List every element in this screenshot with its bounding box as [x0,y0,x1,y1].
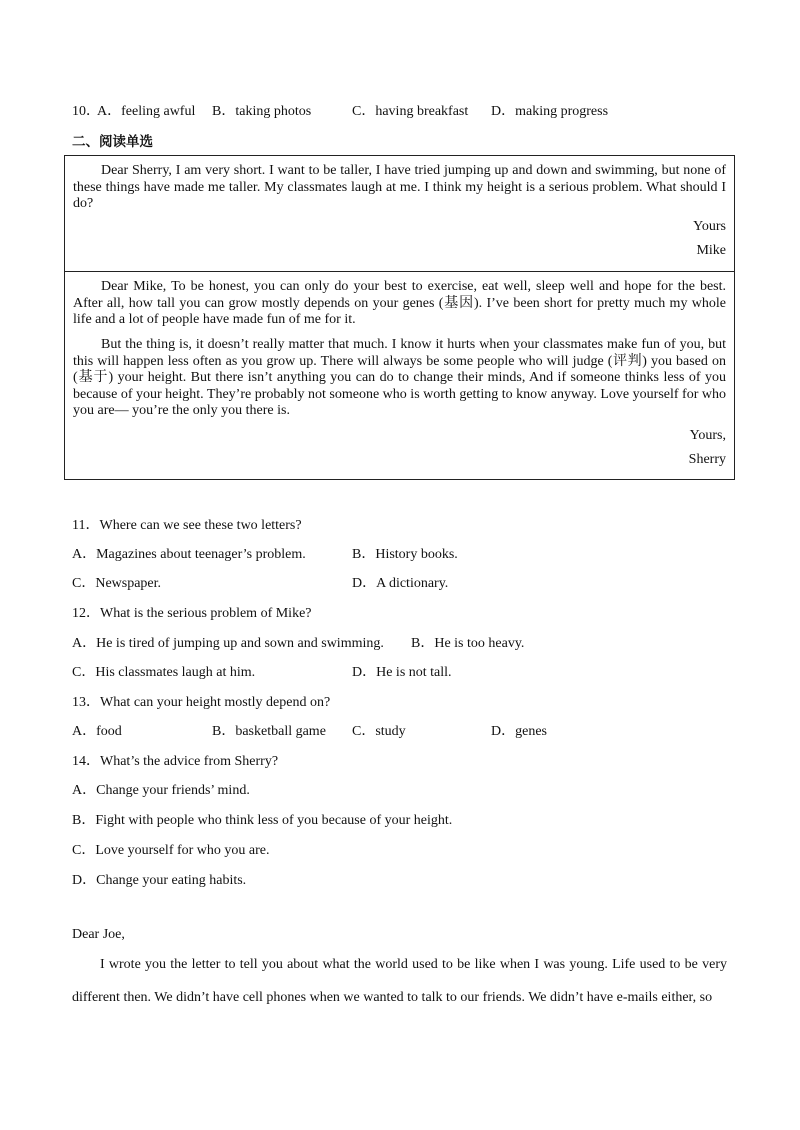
q13-option-d[interactable]: D．genes [491,724,547,739]
q11-option-d[interactable]: D．A dictionary. [352,576,449,591]
letters-box [64,155,735,480]
q12-option-d[interactable]: D．He is not tall. [352,665,452,680]
letter2-closing: Yours, [689,428,726,443]
q11-option-c[interactable]: C．Newspaper. [72,576,162,591]
letter-divider [65,271,734,272]
letter2-para2: But the thing is, it doesn’t really matter that much. I know it hurts when your classmates make fun of you, but this will happen less often as you grow up. There will always be some people who will judge (评判) you based on (基于) your height. But there isn’t anything you can do to change their minds, And if someone thinks less of you because of your height. They’re probably not someone who is worth getting to know anyway. Love yourself for who you are— you’re the only you there is. [73,337,726,418]
letter2-para1: Dear Mike, To be honest, you can only do your best to exercise, eat well, sleep well and hope for the best. After all, how tall you can grow mostly depends on your genes (基因). I’ve been short for pretty much my whole life and a lot of people have made fun of me for it. [73,279,726,327]
q10-option-d[interactable]: D．making progress [491,104,609,119]
section-title: 二、阅读单选 [72,134,153,150]
q10-number: 10． [72,104,100,119]
q10-option-b[interactable]: B．taking photos [212,104,312,119]
q13-option-c[interactable]: C．study [352,724,406,739]
q12-option-a[interactable]: A．He is tired of jumping up and sown and swimming. [72,636,384,651]
q14-stem: 14．What’s the advice from Sherry? [72,754,279,769]
q12-stem: 12．What is the serious problem of Mike? [72,606,312,621]
q11-option-b[interactable]: B．History books. [352,547,458,562]
q14-option-b[interactable]: B．Fight with people who think less of you because of your height. [72,813,453,828]
q12-option-c[interactable]: C．His classmates laugh at him. [72,665,256,680]
q11-option-a[interactable]: A．Magazines about teenager’s problem. [72,547,306,562]
q10-option-c[interactable]: C．having breakfast [352,104,469,119]
letter2-signature: Sherry [688,452,726,467]
passage2-para1: I wrote you the letter to tell you about what the world used to be like when I was young. Life used to be very different then. We didn’t have cell phones when we wanted to talk to our friends. We didn’t have e-mails either, so [72,957,727,1005]
q14-option-a[interactable]: A．Change your friends’ mind. [72,783,250,798]
q12-option-b[interactable]: B．He is too heavy. [411,636,525,651]
letter1-closing: Yours [693,219,726,234]
letter1-signature: Mike [696,243,726,258]
letter1-body: Dear Sherry, I am very short. I want to be taller, I have tried jumping up and down and swimming, but none of these things have made me taller. My classmates laugh at me. I think my height is a serious problem. What should I do? [73,163,726,211]
q13-option-a[interactable]: A．food [72,724,122,739]
passage2-greeting: Dear Joe, [72,927,125,942]
q14-option-d[interactable]: D．Change your eating habits. [72,873,247,888]
q13-option-b[interactable]: B．basketball game [212,724,326,739]
q11-stem: 11．Where can we see these two letters? [72,518,302,533]
q10-option-a[interactable]: A．feeling awful [97,104,196,119]
q14-option-c[interactable]: C．Love yourself for who you are. [72,843,270,858]
q13-stem: 13．What can your height mostly depend on? [72,695,331,710]
